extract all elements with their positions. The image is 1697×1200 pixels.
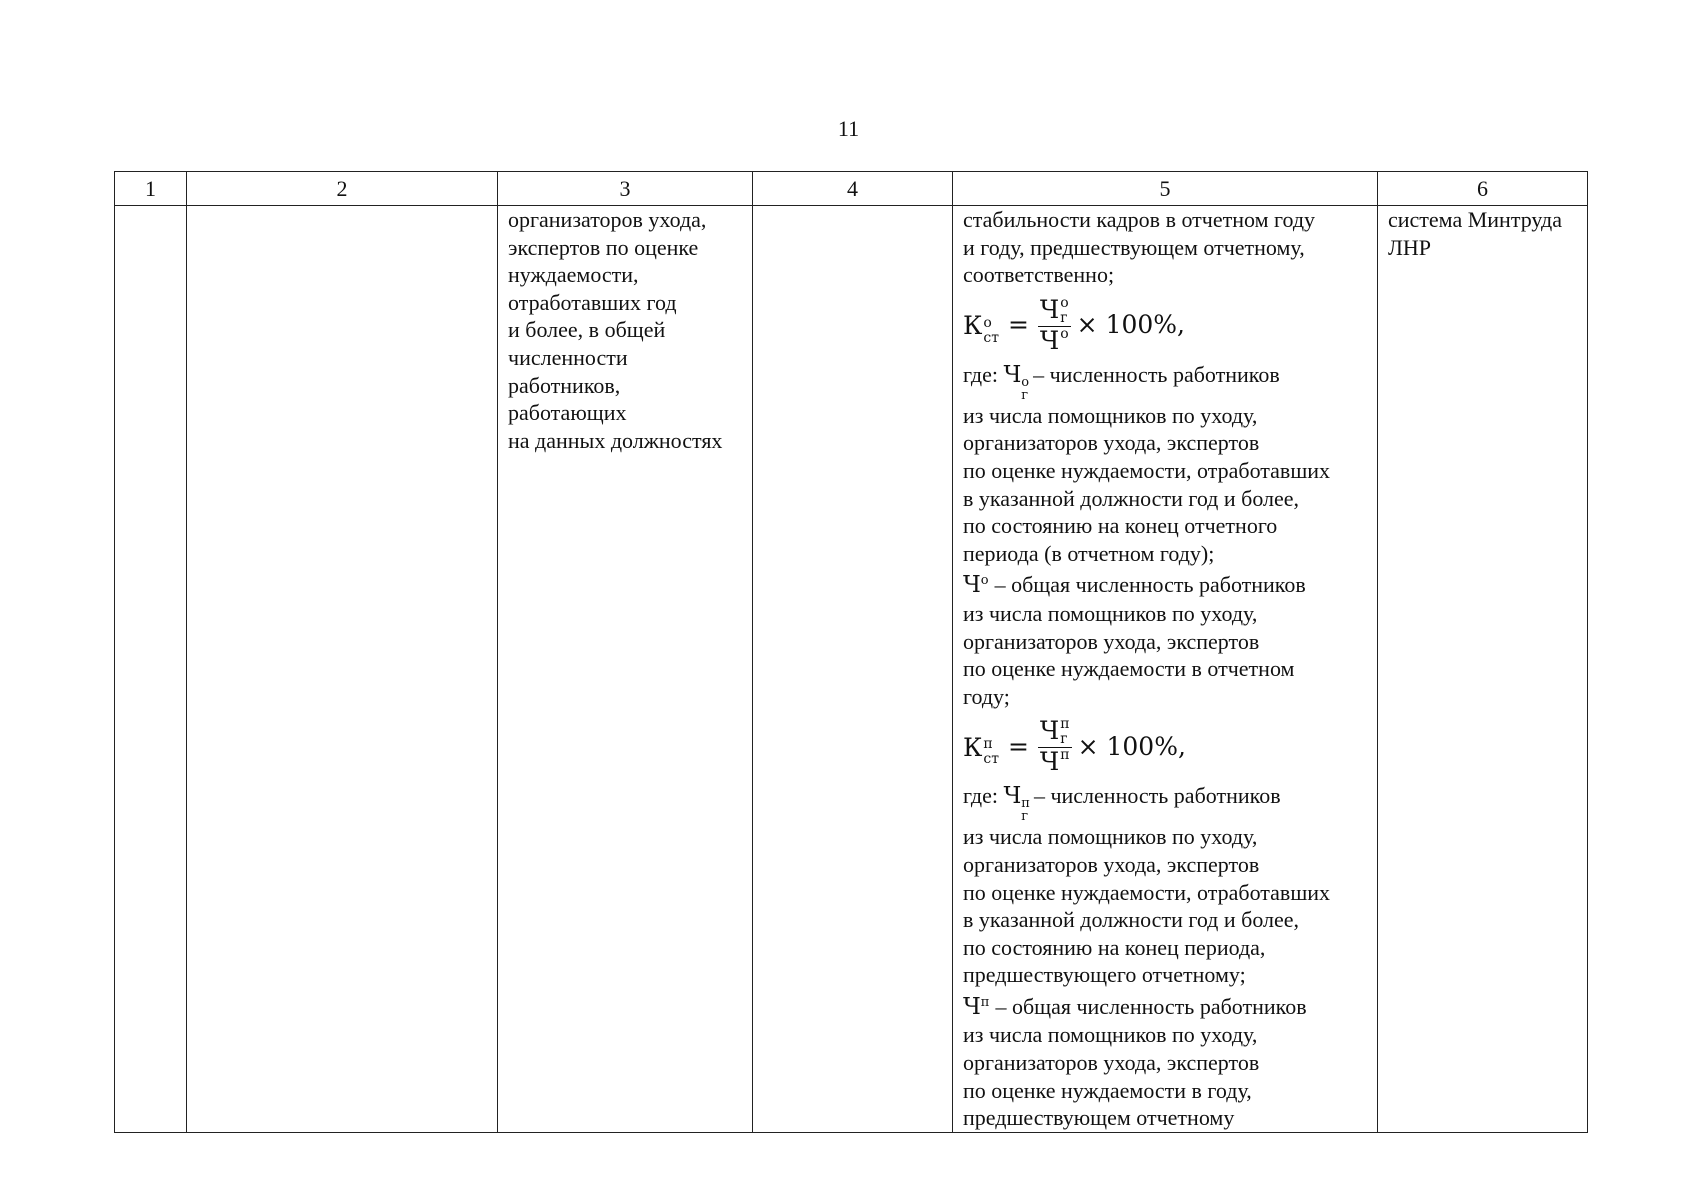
definition-prefix: где: (963, 783, 1004, 809)
variable-symbol: Ч (1003, 783, 1022, 810)
text-line: и году, предшествующем отчетному, (963, 234, 1305, 260)
definition-text: – численность работников (1033, 361, 1280, 387)
text-line: на данных должностях (508, 427, 723, 453)
variable-sub: г (1021, 387, 1029, 403)
text-line: нуждаемости, (508, 262, 639, 288)
text-line: в указанной должности год и более, (963, 907, 1300, 933)
formula-lhs: К (963, 311, 983, 341)
indicator-name-text (498, 206, 752, 454)
text-line: организаторов ухода, экспертов (963, 430, 1260, 456)
page-number: 11 (837, 116, 860, 141)
denominator-sup: п (1060, 747, 1070, 764)
numerator-sup: п (1060, 716, 1070, 733)
indicators-table (114, 171, 1588, 1133)
text-line: организаторов ухода, (508, 207, 707, 232)
definition-text: – общая численность работников (995, 993, 1307, 1019)
formula-equals: = (1007, 731, 1029, 761)
text-line: отработавших год (508, 289, 677, 315)
variable-sup: п (1021, 796, 1030, 812)
formula-stability-previous-year (963, 710, 1369, 782)
formula-stability-current-year (963, 289, 1369, 361)
definition-line (963, 989, 1369, 1022)
formula-tail: × 100%, (1077, 731, 1186, 761)
variable-symbol: Ч (1003, 361, 1022, 388)
text-line: по оценке нуждаемости, отработавших (963, 457, 1331, 483)
cell-col-3 (498, 206, 753, 1133)
text-line: работающих (508, 400, 627, 426)
column-header-3: 3 (498, 172, 753, 206)
text-line: предшествующем отчетному (963, 1105, 1235, 1131)
calculation-method-text (953, 206, 1377, 1132)
definition-text: – общая численность работников (994, 572, 1306, 598)
definition-prefix: где: (963, 361, 1004, 387)
variable-symbol: Ч (963, 572, 981, 599)
formula-equals: = (1007, 309, 1029, 339)
formula-lhs-sup: о (983, 314, 992, 331)
column-header-5: 5 (953, 172, 1378, 206)
text-line: в указанной должности год и более, (963, 485, 1300, 511)
formula-tail: × 100%, (1076, 309, 1185, 339)
formula-fraction (1038, 717, 1072, 775)
denominator-sup: о (1060, 325, 1069, 342)
text-line: организаторов ухода, экспертов (963, 628, 1260, 654)
fraction-denominator: Ч (1039, 747, 1060, 777)
fraction-numerator: Ч (1039, 294, 1060, 324)
fraction-numerator: Ч (1039, 716, 1060, 746)
text-line: ЛНР (1388, 234, 1432, 260)
text-line: из числа помощников по уходу, (963, 1022, 1258, 1048)
text-line: система Минтруда (1388, 207, 1562, 232)
text-line: организаторов ухода, экспертов (963, 1050, 1260, 1076)
text-line: соответственно; (963, 262, 1115, 288)
text-line: экспертов по оценке (508, 234, 699, 260)
text-line: из числа помощников по уходу, (963, 402, 1258, 428)
variable-sup: о (1021, 374, 1030, 390)
column-header-2: 2 (187, 172, 498, 206)
formula-fraction (1038, 296, 1071, 354)
text-line: из числа помощников по уходу, (963, 824, 1258, 850)
table-row (115, 206, 1588, 1133)
formula-lhs-sup: п (983, 736, 993, 753)
formula-lhs-sub: ст (983, 329, 999, 346)
cell-col-2 (187, 206, 498, 1133)
text-line: по состоянию на конец периода, (963, 934, 1266, 960)
text-line: по оценке нуждаемости в отчетном (963, 656, 1295, 682)
definition-line (963, 782, 1369, 823)
column-header-4: 4 (753, 172, 953, 206)
cell-col-1 (115, 206, 187, 1133)
definition-text: – численность работников (1033, 783, 1281, 809)
text-line: организаторов ухода, экспертов (963, 851, 1260, 877)
text-line: работников, (508, 372, 621, 398)
text-line: предшествующего отчетному; (963, 962, 1246, 988)
text-line: по оценке нуждаемости в году, (963, 1077, 1252, 1103)
column-header-1: 1 (115, 172, 187, 206)
text-line: году; (963, 683, 1010, 709)
numerator-sub: г (1060, 309, 1068, 326)
text-line: и более, в общей (508, 317, 666, 343)
table-header-row (115, 172, 1588, 206)
variable-sub: г (1021, 809, 1029, 825)
variable-symbol: Ч (963, 993, 981, 1020)
definition-line (963, 567, 1369, 600)
text-line: численности (508, 344, 628, 370)
variable-sup: п (980, 994, 990, 1010)
definition-line (963, 361, 1369, 402)
text-line: периода (в отчетном году); (963, 540, 1215, 566)
formula-lhs: К (963, 732, 983, 762)
cell-col-5 (953, 206, 1378, 1133)
numerator-sub: г (1060, 731, 1068, 748)
column-header-6: 6 (1378, 172, 1588, 206)
variable-sup: о (980, 573, 989, 589)
text-line: по оценке нуждаемости, отработавших (963, 879, 1331, 905)
numerator-sup: о (1060, 294, 1069, 311)
text-line: из числа помощников по уходу, (963, 600, 1258, 626)
fraction-denominator: Ч (1039, 325, 1060, 355)
cell-col-4 (753, 206, 953, 1133)
text-line: стабильности кадров в отчетном году (963, 207, 1316, 232)
text-line: по состоянию на конец отчетного (963, 513, 1278, 539)
cell-col-6 (1378, 206, 1588, 1133)
formula-lhs-sub: ст (983, 751, 999, 768)
data-source-text (1378, 206, 1587, 261)
